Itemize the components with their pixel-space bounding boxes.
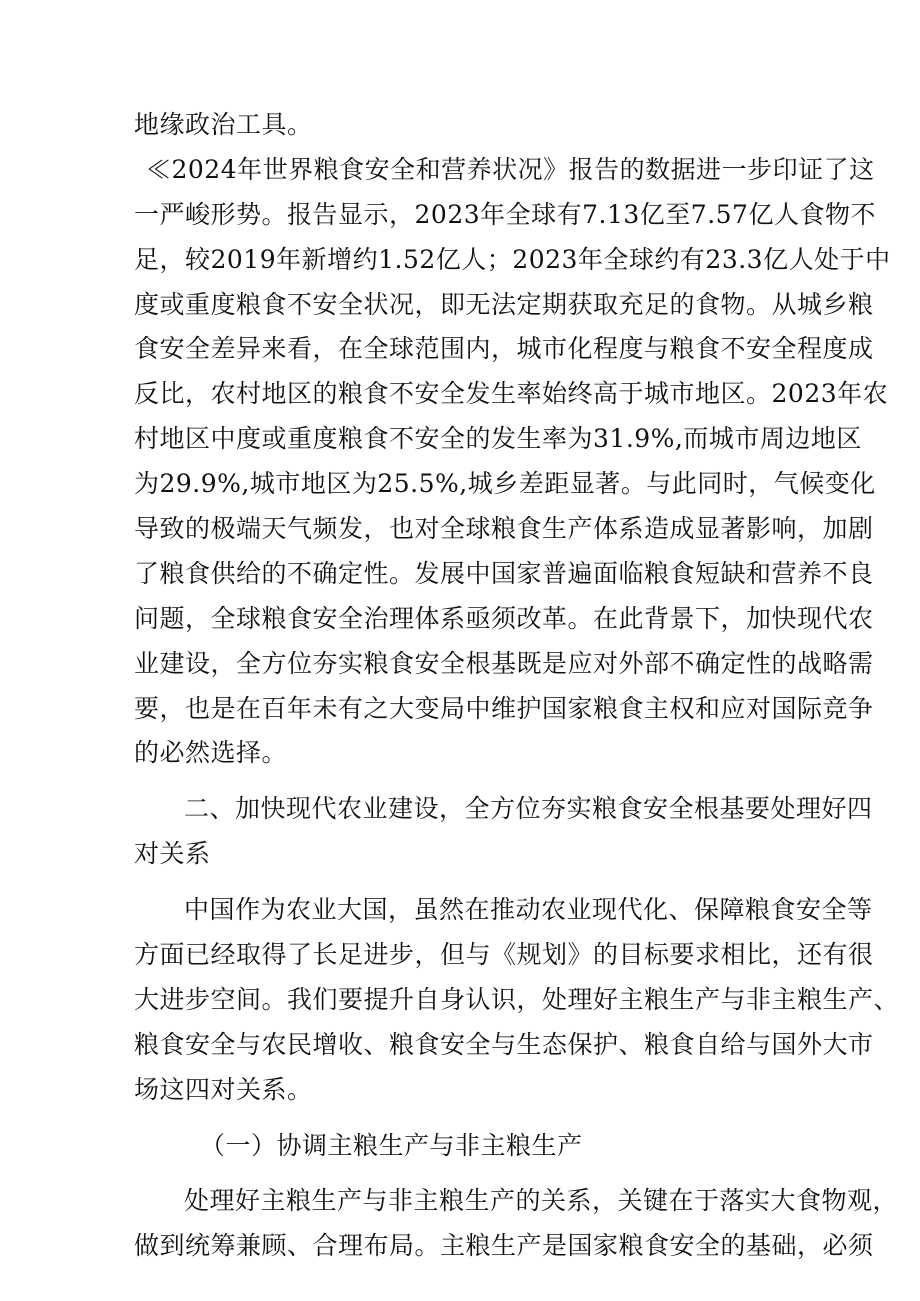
text-line: 业建设，全方位夯实粮食安全根基既是应对外部不确定性的战略需 — [134, 648, 874, 678]
text-line: 场这四对关系。 — [134, 1074, 313, 1104]
text-line: 村地区中度或重度粮食不安全的发生率为31.9%,而城市周边地区 — [134, 424, 862, 454]
document-body — [134, 103, 900, 1269]
text-line: 中国作为农业大国，虽然在推动农业现代化、保障粮食安全等 — [184, 895, 873, 925]
text-line: 导致的极端天气频发，也对全球粮食生产体系造成显著影响，加剧 — [134, 514, 874, 544]
text-line: 的必然选择。 — [134, 738, 288, 768]
text-line: 反比，农村地区的粮食不安全发生率始终高于城市地区。2023年农 — [134, 379, 889, 409]
text-line: 一严峻形势。报告显示，2023年全球有7.13亿至7.57亿人食物不 — [134, 199, 876, 229]
section-heading-line: 二、加快现代农业建设，全方位夯实粮食安全根基要处理好四 — [184, 794, 873, 824]
text-line: 度或重度粮食不安全状况，即无法定期获取充足的食物。从城乡粮 — [134, 289, 874, 319]
paragraph-gap — [134, 776, 796, 787]
paragraph-gap — [134, 1113, 796, 1124]
text-line: 问题，全球粮食安全治理体系亟须改革。在此背景下，加快现代农 — [134, 603, 874, 633]
paragraph-gap — [134, 1168, 796, 1179]
text-line: 为29.9%,城市地区为25.5%,城乡差距显著。与此同时，气候变化 — [134, 469, 876, 499]
text-line: 方面已经取得了长足进步，但与《规划》的目标要求相比，还有很 — [134, 940, 874, 970]
text-line: 要，也是在百年未有之大变局中维护国家粮食主权和应对国际竞争 — [134, 693, 874, 723]
text-line: 处理好主粮生产与非主粮生产的关系，关键在于落实大食物观， — [184, 1186, 899, 1216]
text-line: 食安全差异来看，在全球范围内，城市化程度与粮食不安全程度成 — [134, 334, 874, 364]
section-heading-line: 对关系 — [134, 839, 211, 869]
paragraph-gap — [134, 877, 796, 888]
subsection-heading: （一）协调主粮生产与非主粮生产 — [200, 1130, 583, 1160]
text-line: ≪2024年世界粮食安全和营养状况》报告的数据进一步印证了这 — [146, 154, 875, 184]
text-line: 大进步空间。我们要提升自身认识，处理好主粮生产与非主粮生产、 — [134, 984, 900, 1014]
text-line: 粮食安全与农民增收、粮食安全与生态保护、粮食自给与国外大市 — [134, 1029, 874, 1059]
text-line: 了粮食供给的不确定性。发展中国家普遍面临粮食短缺和营养不良 — [134, 558, 874, 588]
text-line: 足，较2019年新增约1.52亿人；2023年全球约有23.3亿人处于中 — [134, 244, 891, 274]
text-line: 地缘政治工具。 — [134, 110, 313, 139]
text-line: 做到统筹兼顾、合理布局。主粮生产是国家粮食安全的基础，必须 — [134, 1231, 874, 1261]
